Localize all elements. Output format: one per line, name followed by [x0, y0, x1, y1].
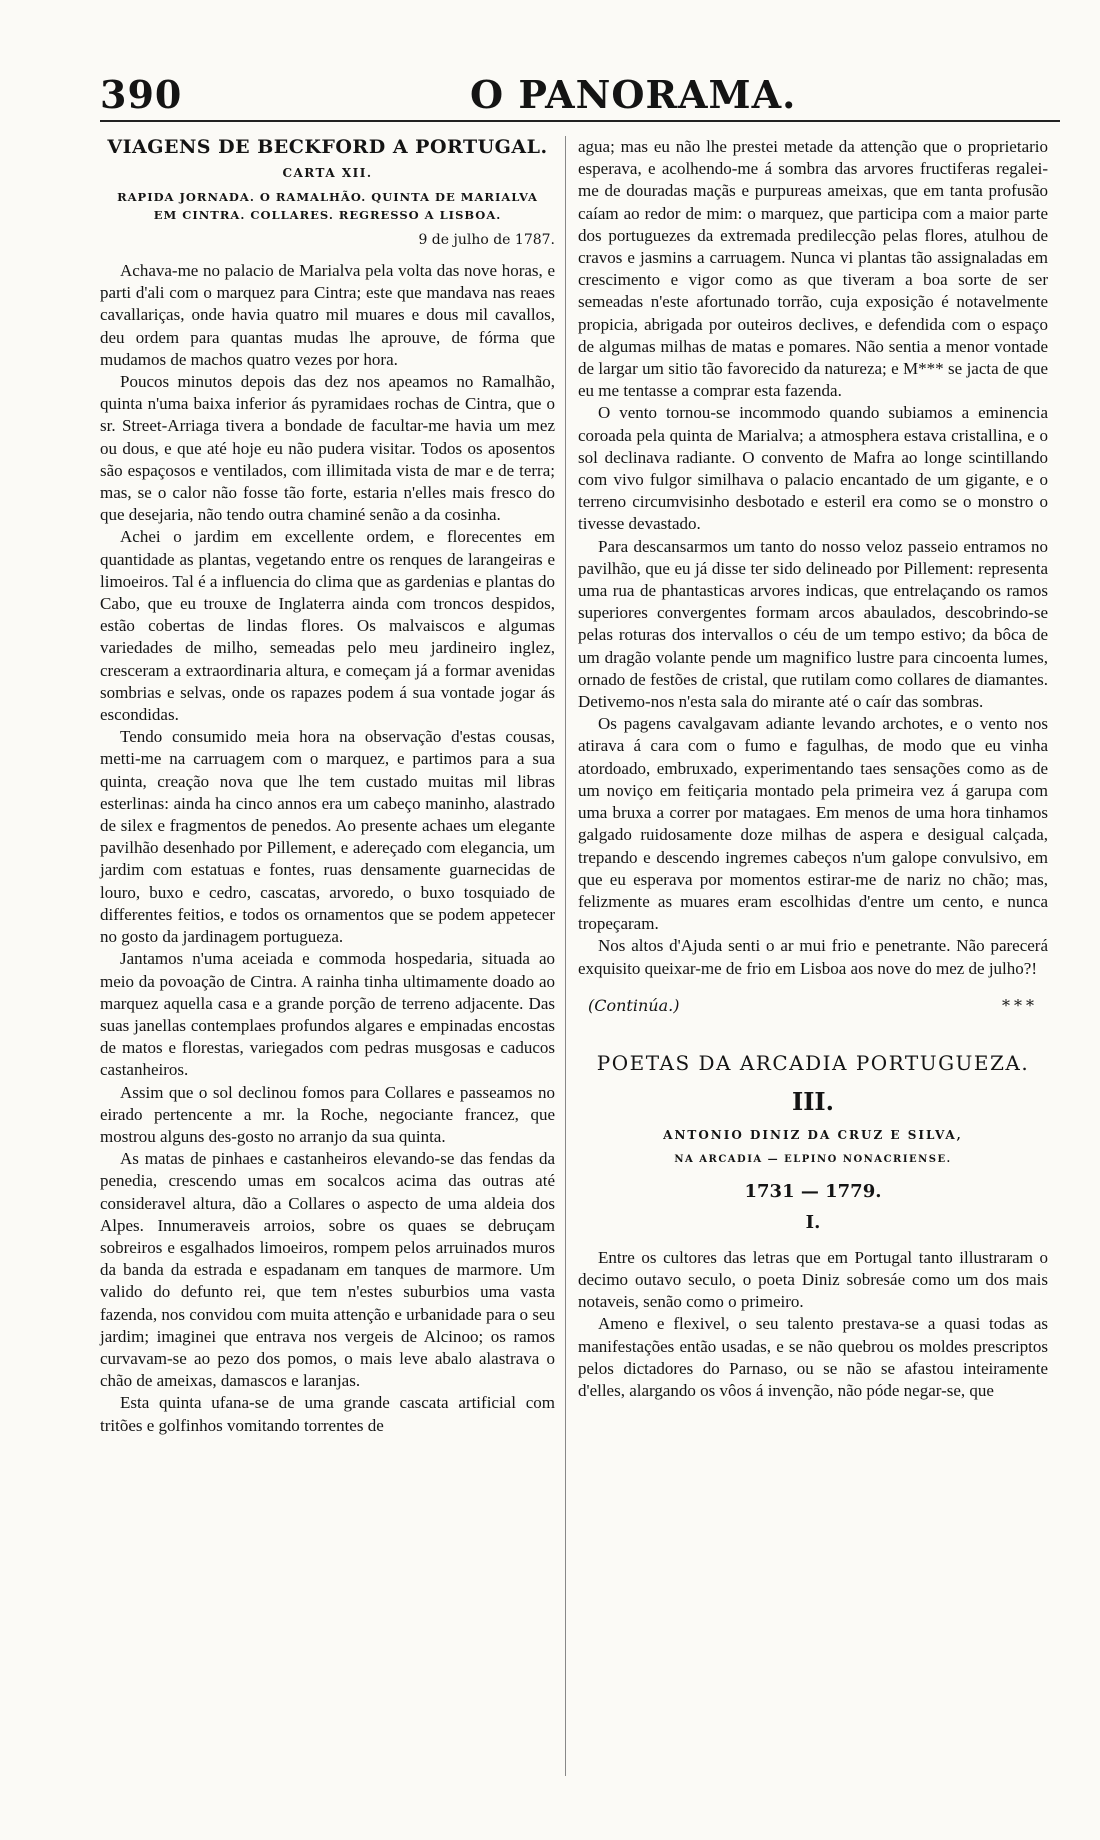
column-divider: [565, 136, 566, 1776]
section-number: I.: [805, 1211, 821, 1233]
continua-label: (Continúa.): [588, 995, 680, 1015]
paragraph: Nos altos d'Ajuda senti o ar mui frio e penetrante. Não parecerá exquisito queixar-me de frio em Lisboa aos nove do mez de julho?!: [578, 936, 1048, 978]
summary-line: RAPIDA JORNADA. O RAMALHÃO. QUINTA DE MARIALVA: [117, 190, 538, 204]
page-header: [100, 72, 1060, 120]
paragraph: Assim que o sol declinou fomos para Collares e passeamos no eirado pertencente a mr. la Roche, negociante francez, que mostrou alguns des-gosto no arranjo da sua quinta.: [100, 1082, 555, 1146]
poet-name: ANTONIO DINIZ DA CRUZ E SILVA,: [663, 1127, 963, 1142]
paragraph: As matas de pinhaes e castanheiros elevando-se das fendas da penedia, crescendo umas em socalcos acima das outras até consideravel altura, dão a Collares o aspecto de uma aldeia dos Alpes. Innumeraveis arroios, sobre os quaes se debruçam sobreiros e esgalhados limoeiros, rompem pelos arruinados muros da banda da estrada e espadanam em tanques de marmore. Um valido do defunto rei, que tem n'estes suburbios uma vasta fazenda, nos convidou com muita attenção e urbanidade para o seu jardim; imaginei que entrava nos vergeis de Alcinoo; os ramos curvavam-se ao pezo dos pomos, o mais leve abalo alastrava o chão de ameixas, damascos e laranjas.: [100, 1149, 555, 1391]
page-number: 390: [100, 72, 183, 117]
right-column: [578, 136, 1048, 1402]
paragraph: Achava-me no palacio de Marialva pela volta das nove horas, e parti d'ali com o marquez para Cintra; este que mandava nas reaes cavallariças, onde havia quatro mil muares e dous mil cavallos, deu ordem para quantas mudas lhe aprouve, de fórma que mudamos de machos quatro vezes por hora.: [100, 261, 555, 369]
poet-years: 1731 — 1779.: [744, 1180, 882, 1202]
dateline: 9 de julho de 1787.: [418, 232, 555, 248]
paragraph: Ameno e flexivel, o seu talento prestava-se a quasi todas as manifestações então usadas, e se não quebrou os moldes prescriptos pelos dictadores do Parnaso, ou se não se afastou inteiramente d'elles, alargando os vôos á invenção, não póde negar-se, que: [578, 1314, 1048, 1400]
header-rule: [100, 120, 1060, 122]
left-column: [100, 136, 555, 1437]
article-summary: [100, 188, 555, 224]
letter-number: CARTA XII.: [282, 166, 373, 180]
summary-line: EM CINTRA. COLLARES. REGRESSO A LISBOA.: [153, 208, 502, 222]
paragraph: O vento tornou-se incommodo quando subiamos a eminencia coroada pela quinta de Marialva; a atmosphera estava cristallina, e o sol declinava radiante. O convento de Mafra ao longe scintillando com vivo fulgor similhava o palacio encantado de um gigante, e o terreno circumvisinho desbotado e esteril era como se o monstro o tivesse devastado.: [578, 403, 1048, 534]
journal-title: O PANORAMA.: [470, 72, 797, 117]
paragraph: Para descansarmos um tanto do nosso veloz passeio entramos no pavilhão, que eu já disse ter sido delineado por Pillement: representa uma rua de phantasticas arvores indicas, que entrelaçando os ramos superiores convergentes formam arcos abaulados, descobrindo-se pelas roturas dos intervallos o céu de um tempo estivo; da bôca de um dragão volante pende um magnifico lustre para cincoenta lumes, ornado de festões de cristal, que rutilam como collares de diamantes. Detivemo-nos n'esta sala do mirante até o caír das sombras.: [578, 536, 1048, 712]
paragraph: agua; mas eu não lhe prestei metade da attenção que o proprietario esperava, e acolhendo-me á sombra das arvores fructiferas regalei-me de douradas maçãs e purpureas ameixas, que em tanta profusão caíam ao redor de mim: o marquez, que participa com a maior parte dos portuguezes da extremada predilecção pelas flores, atulhou de cravos e jasmins a carruagem. Nunca vi plantas tão assignaladas em crescimento e vigor como as que tiveram a boa sorte de ser semeadas n'este afortunado torrão, cuja exposição é notavelmente propicia, abrigada por outeiros declives, e defendida com o espaço de algumas milhas de matas e pomares. Não sentia a menor vontade de largar um sitio tão favorecido da natureza; e M*** se jacta de que eu me tentasse a comprar esta fazenda.: [578, 137, 1048, 401]
author-stars: ***: [1002, 995, 1038, 1015]
paragraph: Esta quinta ufana-se de uma grande cascata artificial com tritões e golfinhos vomitando torrentes de: [100, 1393, 555, 1435]
paragraph: Achei o jardim em excellente ordem, e florecentes em quantidade as plantas, vegetando entre os renques de larangeiras e limoeiros. Tal é a influencia do clima que as gardenias e plantas do Cabo, que eu trouxe de Inglaterra ainda com troncos despidos, estão cobertas de lindas flores. Os malvaiscos e algumas variedades de milho, semeadas pelo meu jardineiro inglez, cresceram a extraordinaria altura, e começam já a formar avenidas sombrias e selvas, onde os rapazes podem á sua vontade jogar ás escondidas.: [100, 527, 555, 725]
paragraph: Jantamos n'uma aceiada e commoda hospedaria, situada ao meio da povoação de Cintra. A rainha tinha ultimamente doado ao marquez aquella casa e a grande porção de terreno adjacente. Das suas janellas contemplaes profundos algares e empinadas encostas de matos e florestas, variegados com pedras musgosas e caducos castanheiros.: [100, 949, 555, 1080]
paragraph: Os pagens cavalgavam adiante levando archotes, e o vento nos atirava á cara com o fumo e fagulhas, de modo que eu vinha atordoado, embruxado, experimentando taes sensações como as de um noviço em feitiçaria montado pela primeira vez á garupa com uma bruxa a correr por matagaes. Em menos de uma hora tinhamos galgado ruidosamente doze milhas de aspera e desigual calçada, trepando e descendo ingremes cabeços n'um galope convulsivo, em que eu esperava por momentos estirar-me de nariz no chão; mas, felizmente as muares eram escolhidas d'entre um cento, e nunca tropeçaram.: [578, 714, 1048, 934]
poets-section-title: POETAS DA ARCADIA PORTUGUEZA.: [596, 1050, 1030, 1075]
article-title: VIAGENS DE BECKFORD A PORTUGAL.: [107, 136, 548, 158]
series-number: III.: [791, 1086, 835, 1116]
arcadian-name: NA ARCADIA — ELPINO NONACRIENSE.: [674, 1153, 952, 1165]
paragraph: Entre os cultores das letras que em Portugal tanto illustraram o decimo outavo seculo, o poeta Diniz sobresáe como um dos mais notaveis, senão como o primeiro.: [578, 1247, 1048, 1312]
continued-note: [578, 996, 1048, 1015]
paragraph: Poucos minutos depois das dez nos apeamos no Ramalhão, quinta n'uma baixa inferior ás pyramidaes rochas de Cintra, que o sr. Street-Arriaga tivera a bondade de facultar-me havia um mez ou dous, e que até hoje eu não pudera visitar. Todos os aposentos são espaçosos e ventilados, com illimitada vista de mar e de terra; mas, se o calor não fosse tão forte, estaria n'elles mais fresco do que desejaria, não tendo outra chaminé senão a da cosinha.: [100, 372, 555, 525]
paragraph: Tendo consumido meia hora na observação d'estas cousas, metti-me na carruagem com o marquez, e partimos para a sua quinta, creação nova que lhe tem custado muitas mil libras esterlinas: ainda ha cinco annos era um cabeço maninho, alastrado de silex e fragmentos de penedos. Ao presente achaes um elegante pavilhão desenhado por Pillement, e adereçado com elegancia, um jardim com estatuas e fontes, ruas densamente guarnecidas de louro, buxo e cedro, cascatas, arvoredo, o buxo tosquiado de differentes feitios, e todos os ornamentos que se podem appetecer no gosto da jardinagem portugueza.: [100, 727, 555, 947]
